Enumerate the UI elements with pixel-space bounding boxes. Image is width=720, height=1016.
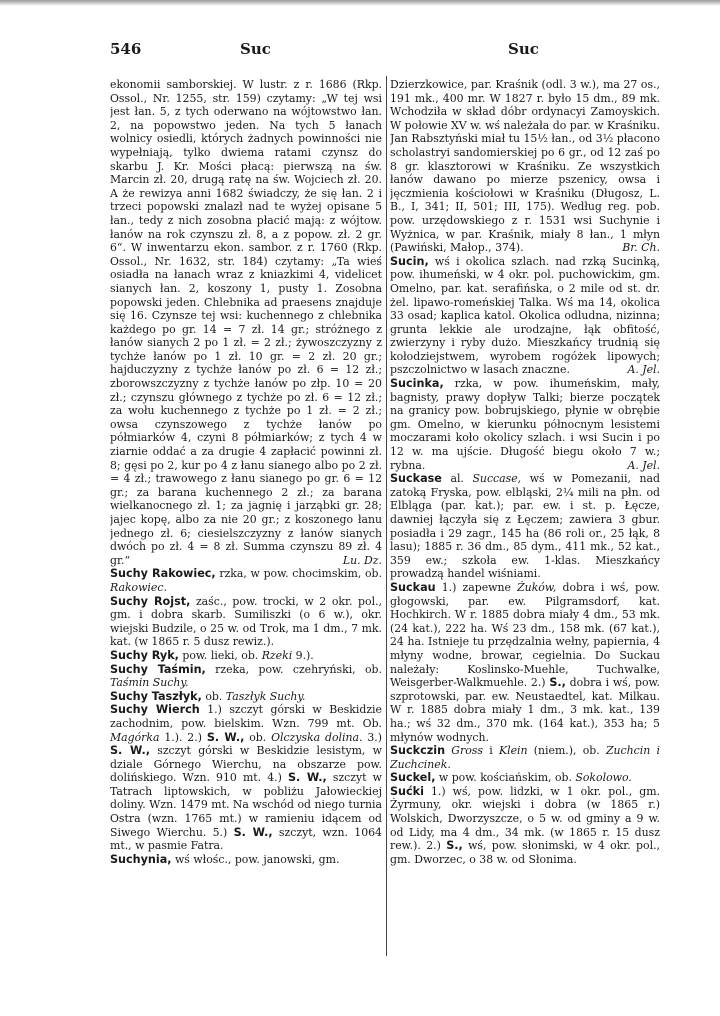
entry-text: dobra i wś, pow. szprotowski, par. ew. Neustaedtel, kat. Milkau. W r. 1885 dobra miały 1 dm., 3 mk. kat., 139 ha.; wś 32 dm., 370 mk. (164 kat.), 353 ha; 5 młynów wodnych.: [390, 676, 660, 744]
column-divider: [386, 76, 387, 956]
entry-text: ob.: [244, 730, 272, 744]
entry-headword: Sucinka,: [390, 377, 444, 391]
entry-headword: Suckase: [390, 472, 442, 486]
entry-text: al.: [441, 472, 473, 486]
entry-headword: Suchy Taszłyk,: [110, 689, 202, 703]
entry-text: ekonomii samborskiej. W lustr. z r. 1686 (Rkp. Ossol., Nr. 1255, str. 159) czytamy: „W tej wsi jest łan. 5, z tych oderwano na wójtowstwo łan. 2, na popowstwo jeden. Na tych 5 łanach wolnicy osiedli, których żadnych powinności nie wypełniają, tylko dwiema ratami czynsz do skarbu J. Kr. Mości płacą: pierwszą na św. Marcin zł. 20, drugą ratę na św. Wojciech zł. 20. A że rewizya anni 1682 świadczy, że się łan. 2 i trzeci popowski znalazł nad te wyżej opisane 5 łan., tedy z nich zosobna płacić mają: z wójtow. łanów na rok czynszu zł. 8, a z popow. zł. 2 gr. 6“. W inwentarzu ekon. sambor. z r. 1760 (Rkp. Ossol., Nr. 1632, str. 184) czytamy: „Ta wieś osiadła na łanach wraz z kniazkimi 4, videlicet sianych łan. 2, koszony 1, pusty 1. Zosobna popowski jeden. Chlebnika ad praesens znajduje się 16. Czynsze tej wsi: kuchennego z chlebnika każdego po gr. 14 = 7 zł. 14 gr.; stróżnego z łanów sianych 2 po 1 zł. = 2 zł.; żywoszczyzny z tychże łanów po 1 zł. 10 gr. = 2 zł. 20 gr.; hajduczyzny z tychże łanów po zł. 6 = 12 zł.; zborowszczyzny z tychże łanów po złp. 10 = 20 zł.; czynszu głównego z tychże po zł. 6 = 12 zł.; za wołu kuchennego z tychże po 1 zł. = 2 zł.; owsa czynszowego z tychże łanów po półmiarków 4, czyni 8 półmiarków; z tych 4 w ziarnie oddać a za drugie 4 zapłacić powinni zł. 8; gęsi po 2, kur po 4 z łanu sianego albo po 2 zł. = 4 zł.; trawowego z łanu sianego po gr. 6 = 12 gr.; za barana kuchennego 2 zł.; za barana wielkanocnego zł. 1; za jagnię i jarząbki gr. 28; jajec kopę, albo za nie 20 gr.; z koszonego łanu jednego zł. 6; ciesielszczyzny z łanów sianych dwóch po zł. 4 = 8 zł. Summa czynszu 89 zł. 4 gr.“: [110, 78, 382, 567]
page-edge-shadow: [0, 0, 720, 6]
entry-text: 3.): [362, 730, 382, 744]
entry-sucki: [390, 785, 660, 867]
sub-headword: S.,: [549, 676, 566, 690]
cross-reference: Olczyska dolina.: [271, 730, 363, 744]
author-signature: A. Jel.: [627, 363, 660, 377]
entry-text: rzeka, pow. czehryński, ob.: [205, 662, 382, 676]
entry-text: wś i okolica szlach. nad rzką Sucinką, pow. ihumeński, w 4 okr. pol. puchowickim, gm. Omelno, par. kat. serafińska, o 2 mile od st. dr. żel. lipawo-romeńskiej Talka. Wś ma 14, okolica 33 osad; kaplica katol. Okolica odludna, nizinna; grunta lekkie ale urodzajne, łąk obfitość, zwierzyny i ryby dużo. Mieszkańcy trudnią się kołodziejstwem, wyrobem rogóżek lipowych; pszczolnictwo w lasach znaczne.: [390, 254, 660, 377]
entry-text: (niem.), ob.: [527, 744, 606, 758]
entry-suchy-tasmin: [110, 663, 382, 690]
right-column: [390, 78, 660, 958]
cross-reference: Rakowiec.: [110, 580, 167, 594]
entry-headword: Suchy Rojst,: [110, 594, 191, 608]
entry-text: szczyt, wzn. 1064 mt., w pasmie Fatra.: [110, 825, 382, 853]
entry-suchy-wierch: [110, 703, 382, 853]
entry-text: wś włośc., pow. janowski, gm.: [171, 852, 340, 866]
entry-headword: Suchy Ryk,: [110, 648, 179, 662]
entry-continuation-samborskiej: [110, 78, 382, 567]
sub-headword: S. W.,: [287, 771, 327, 785]
entry-text: wś, pow. słonimski, w 4 okr. pol., gm. Dworzec, o 38 w. od Słonima.: [390, 839, 660, 866]
sub-headword: S. W.,: [233, 825, 273, 839]
entry-sucin: [390, 255, 660, 377]
entry-text: rzka, w pow. chocimskim, ob.: [215, 567, 382, 581]
author-signature: Br. Ch.: [622, 241, 660, 255]
entry-suchynia: [110, 853, 382, 867]
alternate-name: Succase,: [472, 472, 522, 486]
entry-headword: Suckel,: [390, 771, 436, 785]
running-head-right: Suc: [508, 40, 539, 58]
cross-reference: Taśmin Suchy.: [110, 676, 189, 690]
entry-suckau: [390, 581, 660, 744]
page-number: 546: [110, 40, 142, 58]
cross-reference: Taszłyk Suchy.: [225, 689, 306, 703]
entry-text: szczyt w Tatrach liptowskich, w pobliżu Jałowieckiej doliny. Wzn. 1479 mt. Na wschód od niego turnia Ostra (wzn. 1765 mt.) w ramieniu idącem od Siwego Wierchu. 5.): [110, 771, 382, 839]
entry-text: rzka, w pow. ihumeńskim, mały, bagnisty, prawy dopływ Talki; bierze początek na granicy pow. bobrujskiego, płynie w obrębie gm. Omelno, w kierunku północnym lesistemi moczarami koło okolicy szlach. i wsi Sucin i po 12 w. ma ujście. Długość biegu około 7 w.; rybna.: [390, 377, 660, 472]
entry-text: szczyt górski w Beskidzie lesistym, w dziale Górnego Wierchu, na obszarze pow. dolińskiego. Wzn. 910 mt. 4.): [110, 744, 382, 785]
entry-suckel: [390, 771, 660, 785]
entry-suchy-rojst: [110, 595, 382, 649]
entry-headword: Suchynia,: [110, 852, 172, 866]
entry-text: zaśc., pow. trocki, w 2 okr. pol., gm. i dobra skarb. Sumiliszki (o 6 w.), okr. wiejski Budzile, o 25 w. od Trok, ma 1 dm., 7 mk. kat. (w 1865 r. 5 dusz rewiz.).: [110, 594, 382, 649]
running-head-left: Suc: [240, 40, 271, 58]
entry-headword: Suckau: [390, 580, 436, 594]
entry-text: 1.) wś, pow. lidzki, w 1 okr. pol., gm. Żyrmuny, okr. wiejski i dobra (w 1865 r.) Wolskich, Dworzyszcze, o 5 w. od gminy a 9 w. od Lidy, ma 4 dm., 34 mk. (w 1865 r. 15 dusz rew.). 2.): [390, 784, 660, 853]
entry-headword: Suchy Taśmin,: [110, 662, 206, 676]
cross-reference: Rzeki: [261, 648, 293, 662]
cross-reference: Magórka: [110, 730, 160, 744]
entry-text: i: [482, 744, 499, 758]
entry-headword: Sućki: [390, 784, 424, 798]
entry-text: 1.) zapewne: [435, 580, 518, 594]
cross-reference: Zuchcin i Zuchcinek.: [390, 744, 660, 771]
entry-suckase: [390, 472, 660, 581]
entry-suchy-rakowiec: [110, 567, 382, 594]
entry-text: ob.: [201, 689, 226, 703]
entry-suchy-ryk: [110, 649, 382, 663]
alternate-name: Gross: [445, 744, 483, 758]
author-signature: A. Jel.: [627, 458, 660, 472]
sub-headword: S. W.,: [110, 744, 150, 758]
alternate-name: Klein: [498, 744, 528, 758]
left-column: [110, 78, 382, 958]
entry-text: Dzierzkowice, par. Kraśnik (odl. 3 w.), ma 27 os., 191 mk., 400 mr. W 1827 r. było 15 dm., 89 mk. Wchodziła w skład dóbr ordynacyi Zamoyskich. W połowie XV w. wś należała do par. w Kraśniku. Jan Rabsztyński miał tu 15½ łan., od 3½ płacono scholastryi sandomierskiej po 6 gr., od 12 zaś po 8 gr. klasztorowi w Kraśniku. Ze wszystkich łanów dawano po mierze pszenicy, owsa i jęczmienia kościołowi w Kraśniku (Długosz, L. B., I, 341; II, 501; III, 175). Według reg. pob. pow. urzędowskiego z r. 1531 wsi Suchynie i Wyżnica, w par. Kraśnik, miały 8 łan., 1 młyn (Pawiński, Małop., 374).: [390, 78, 660, 255]
alternate-name: Żuków,: [517, 580, 557, 594]
sub-headword: S.,: [446, 839, 463, 853]
entry-headword: Suchy Rakowiec,: [110, 567, 216, 581]
entry-headword: Suchy Wierch: [110, 703, 200, 717]
entry-suckczin: [390, 744, 660, 771]
entry-text: 1.) szczyt górski w Beskidzie zachodnim, pow. bielskim. Wzn. 799 mt. Ob.: [110, 703, 382, 730]
sub-headword: S. W.,: [206, 730, 245, 744]
entry-headword: Suckczin: [390, 744, 446, 758]
entry-text: wś w Pomezanii, nad zatoką Fryska, pow. elbląski, 2¼ mili na płn. od Elbląga (par. kat.); par. ew. i st. p. Łęcze, dawniej łączyła się z Łęczem; zawiera 3 gbur. posiadła i 29 zagr., 145 ha (86 roli or., 25 łąk, 8 lasu); 1885 r. 36 dm., 85 dym., 411 mk., 52 kat., 359 ew.; szkoła ew. 1-klas. Mieszkańcy prowadzą handel wiśniami.: [390, 472, 660, 581]
entry-text: 9.).: [292, 648, 314, 662]
running-header: [110, 40, 614, 62]
entry-suchy-taszlyk: [110, 690, 382, 704]
author-signature: Lu. Dz.: [342, 553, 382, 567]
entry-sucinka: [390, 377, 660, 472]
cross-reference: Sokolowo.: [575, 771, 632, 785]
entry-headword: Sucin,: [390, 254, 429, 268]
entry-text: w pow. kościańskim, ob.: [435, 771, 576, 785]
entry-text: 1.). 2.): [159, 730, 207, 744]
entry-continuation-suchynia: [390, 78, 660, 255]
entry-text: pow. lieki, ob.: [178, 648, 262, 662]
entry-text: dobra i wś, pow. głogowski, par. ew. Pilgramsdorf, kat. Hochkirch. W r. 1885 dobra miały 4 dm., 53 mk. (24 kat.), 222 ha. Wś 23 dm., 158 mk. (67 kat.), 24 ha. Istnieje tu przędzalnia wełny, papiernia, 4 młyny wodne, browar, cegielnia. Do Suckau należały: Koslinsko-Muehle, Tuchwalke, Weisgerber-Walkmuehle. 2.): [390, 580, 660, 690]
